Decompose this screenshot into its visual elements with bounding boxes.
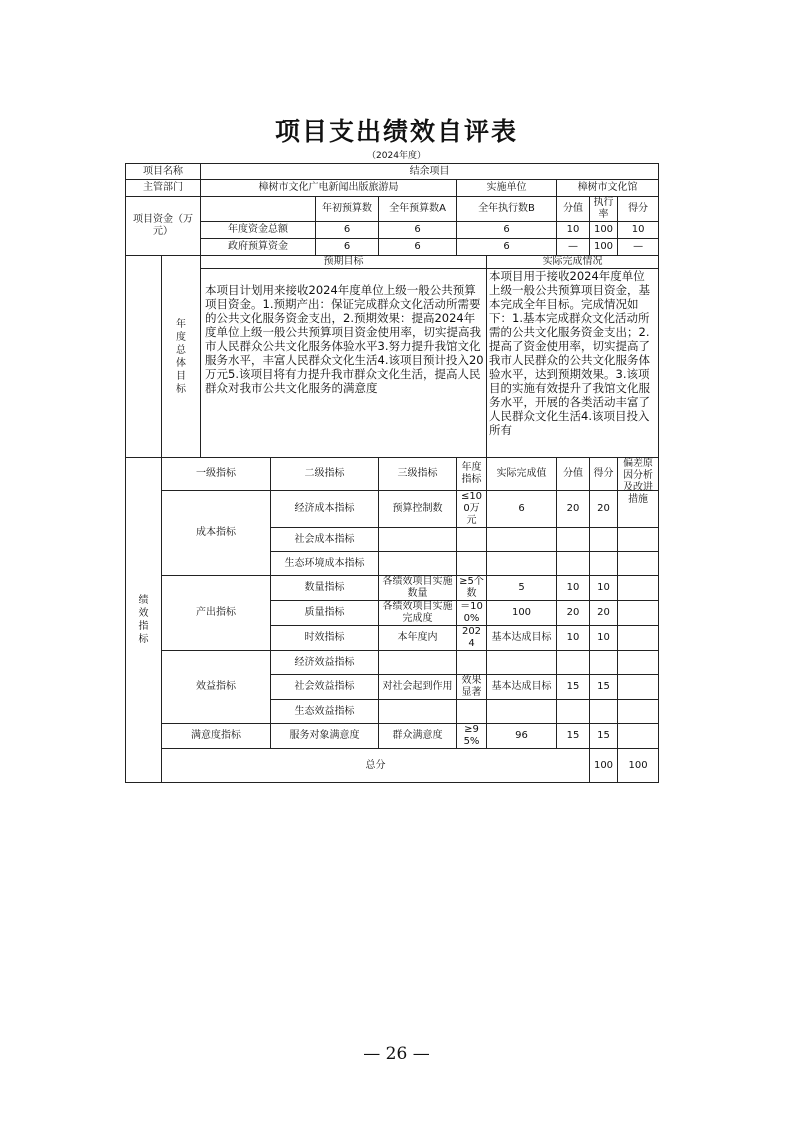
score-value-cell: 10 — [557, 626, 590, 651]
funds-row-score: — — [618, 239, 659, 256]
target-cell: ≤100万元 — [457, 491, 487, 528]
level2-cell: 经济成本指标 — [271, 491, 379, 528]
target-cell — [457, 528, 487, 552]
score-cell — [590, 528, 618, 552]
level1-satisfaction: 满意度指标 — [162, 724, 271, 749]
header-deviation — [618, 458, 659, 505]
target-cell — [457, 552, 487, 576]
actual-cell — [487, 700, 557, 724]
funds-row-score: 10 — [618, 222, 659, 239]
header-level3: 三级指标 — [379, 458, 457, 491]
target-cell: ≥95% — [457, 724, 487, 749]
year-subtitle: （2024年度） — [367, 151, 426, 161]
total-label: 总分 — [162, 749, 590, 783]
funds-row-annual: 6 — [379, 222, 457, 239]
project-name-value: 结余项目 — [201, 164, 659, 180]
funds-row-annual: 6 — [379, 239, 457, 256]
target-cell: 效果显著 — [457, 675, 487, 700]
total-row — [126, 749, 659, 783]
actual-cell: 基本达成目标 — [487, 675, 557, 700]
deviation-cell — [618, 576, 659, 601]
target-cell: ≥5个数 — [457, 576, 487, 601]
header-score: 得分 — [590, 458, 618, 491]
funds-row-score-value: 10 — [557, 222, 590, 239]
level2-cell: 社会成本指标 — [271, 528, 379, 552]
funds-row — [126, 222, 659, 239]
score-cell: 20 — [590, 601, 618, 626]
score-value-cell — [557, 700, 590, 724]
page-title: 项目支出绩效自评表 — [274, 117, 518, 146]
expected-goal-cell — [201, 269, 487, 458]
funds-row-executed: 6 — [457, 239, 557, 256]
header-target: 年度指标 — [457, 458, 487, 491]
level3-cell — [379, 700, 457, 724]
level3-cell: 对社会起到作用 — [379, 675, 457, 700]
level2-cell: 社会效益指标 — [271, 675, 379, 700]
level3-cell — [379, 528, 457, 552]
level3-cell — [379, 552, 457, 576]
target-cell: ＝100% — [457, 601, 487, 626]
level3-cell: 各绩效项目实施完成度 — [379, 601, 457, 626]
score-cell: 15 — [590, 724, 618, 749]
deviation-cell — [618, 700, 659, 724]
score-value-cell: 20 — [557, 491, 590, 528]
level3-cell: 预算控制数 — [379, 491, 457, 528]
actual-result-text: 本项目用于接收2024年度单位上级一般公共预算项目资金，基本完成全年目标。完成情况如下：1.基本完成群众文化活动所需的公共文化服务资金支出；2.提高了资金使用率，切实提高了我市人民群众的公共文化服务体验水平，达到预期效果。3.该项目的实施有效提升了我馆文化服务水平，开展的各类活动丰富了人民群众文化生活4.该项目投入所有 — [489, 269, 650, 437]
level2-cell: 时效指标 — [271, 626, 379, 651]
indicator-row — [126, 651, 659, 675]
self-evaluation-table — [125, 163, 659, 783]
funds-header-blank — [201, 197, 316, 222]
score-value-cell — [557, 528, 590, 552]
indicator-row — [126, 491, 659, 528]
funds-label: 项目资金（万元） — [126, 197, 201, 256]
level2-cell: 经济效益指标 — [271, 651, 379, 675]
score-value-cell: 15 — [557, 675, 590, 700]
score-value-cell — [557, 552, 590, 576]
score-value-cell — [557, 651, 590, 675]
level3-cell: 各绩效项目实施数量 — [379, 576, 457, 601]
score-cell — [590, 700, 618, 724]
target-cell — [457, 700, 487, 724]
funds-row-initial: 6 — [316, 222, 379, 239]
funds-row-executed: 6 — [457, 222, 557, 239]
deviation-cell — [618, 724, 659, 749]
goals-label-blank — [126, 256, 162, 458]
funds-header-score: 得分 — [618, 197, 659, 222]
actual-result-cell — [487, 269, 659, 458]
deviation-cell — [618, 651, 659, 675]
dept-value: 樟树市文化广电新闻出版旅游局 — [201, 180, 457, 197]
indicators-label — [126, 458, 162, 783]
actual-cell — [487, 528, 557, 552]
actual-cell: 基本达成目标 — [487, 626, 557, 651]
funds-row-initial: 6 — [316, 239, 379, 256]
actual-cell: 96 — [487, 724, 557, 749]
deviation-cell — [618, 626, 659, 651]
actual-cell: 100 — [487, 601, 557, 626]
indicator-row — [126, 576, 659, 601]
funds-row-rate: 100 — [590, 222, 618, 239]
header-score-value: 分值 — [557, 458, 590, 491]
indicator-row — [126, 724, 659, 749]
header-deviation-text: 偏差原因分析及改进措施 — [623, 458, 654, 505]
expected-goal-text: 本项目计划用来接收2024年度单位上级一般公共预算项目资金。1.预期产出：保证完成群众文化活动所需要的公共文化服务资金支出，2.预期效果：提高2024年度单位上级一般公共预算项目资金使用率，切实提高我市人民群众公共文化服务体验水平3.努力提升我馆文化服务水平，丰富人民群众文化生活4.该项目预计投入20万元5.该项目将有力提升我市群众文化生活，提高人民群众对我市公共文化服务的满意度 — [205, 283, 484, 395]
level1-cost: 成本指标 — [162, 491, 271, 576]
total-score-value: 100 — [590, 749, 618, 783]
actual-cell: 5 — [487, 576, 557, 601]
score-cell: 20 — [590, 491, 618, 528]
total-score: 100 — [618, 749, 659, 783]
target-cell — [457, 651, 487, 675]
project-name-label: 项目名称 — [126, 164, 201, 180]
impl-value: 樟树市文化馆 — [557, 180, 659, 197]
funds-row-rate: 100 — [590, 239, 618, 256]
level1-benefit: 效益指标 — [162, 651, 271, 724]
deviation-cell — [618, 601, 659, 626]
dept-label: 主管部门 — [126, 180, 201, 197]
level2-cell: 质量指标 — [271, 601, 379, 626]
score-cell: 10 — [590, 626, 618, 651]
funds-header-annual: 全年预算数A — [379, 197, 457, 222]
header-level2: 二级指标 — [271, 458, 379, 491]
actual-cell — [487, 552, 557, 576]
funds-row-name: 政府预算资金 — [201, 239, 316, 256]
expected-goal-header: 预期目标 — [201, 256, 487, 269]
level2-cell: 生态效益指标 — [271, 700, 379, 724]
score-cell — [590, 651, 618, 675]
funds-header-rate: 执行率 — [590, 197, 618, 222]
goals-label — [162, 256, 201, 458]
actual-cell — [487, 651, 557, 675]
deviation-cell — [618, 552, 659, 576]
target-cell: 2024 — [457, 626, 487, 651]
header-level1: 一级指标 — [162, 458, 271, 491]
score-value-cell: 10 — [557, 576, 590, 601]
actual-cell: 6 — [487, 491, 557, 528]
funds-row-name: 年度资金总额 — [201, 222, 316, 239]
score-value-cell: 20 — [557, 601, 590, 626]
funds-header-score-value: 分值 — [557, 197, 590, 222]
page-number: — 26 — — [363, 1044, 430, 1064]
deviation-cell — [618, 528, 659, 552]
level2-cell: 生态环境成本指标 — [271, 552, 379, 576]
indicators-label-text: 绩效指标 — [138, 595, 149, 645]
score-cell: 15 — [590, 675, 618, 700]
funds-header-initial: 年初预算数 — [316, 197, 379, 222]
impl-label: 实施单位 — [457, 180, 557, 197]
header-actual: 实际完成值 — [487, 458, 557, 491]
level2-cell: 服务对象满意度 — [271, 724, 379, 749]
level3-cell — [379, 651, 457, 675]
goals-label-text: 年度总体目标 — [176, 318, 186, 395]
score-value-cell: 15 — [557, 724, 590, 749]
level3-cell: 群众满意度 — [379, 724, 457, 749]
funds-row — [126, 239, 659, 256]
level3-cell: 本年度内 — [379, 626, 457, 651]
funds-header-executed: 全年执行数B — [457, 197, 557, 222]
funds-row-score-value: — — [557, 239, 590, 256]
deviation-cell — [618, 675, 659, 700]
level2-cell: 数量指标 — [271, 576, 379, 601]
level1-output: 产出指标 — [162, 576, 271, 651]
score-cell — [590, 552, 618, 576]
score-cell: 10 — [590, 576, 618, 601]
actual-result-header: 实际完成情况 — [487, 256, 659, 269]
